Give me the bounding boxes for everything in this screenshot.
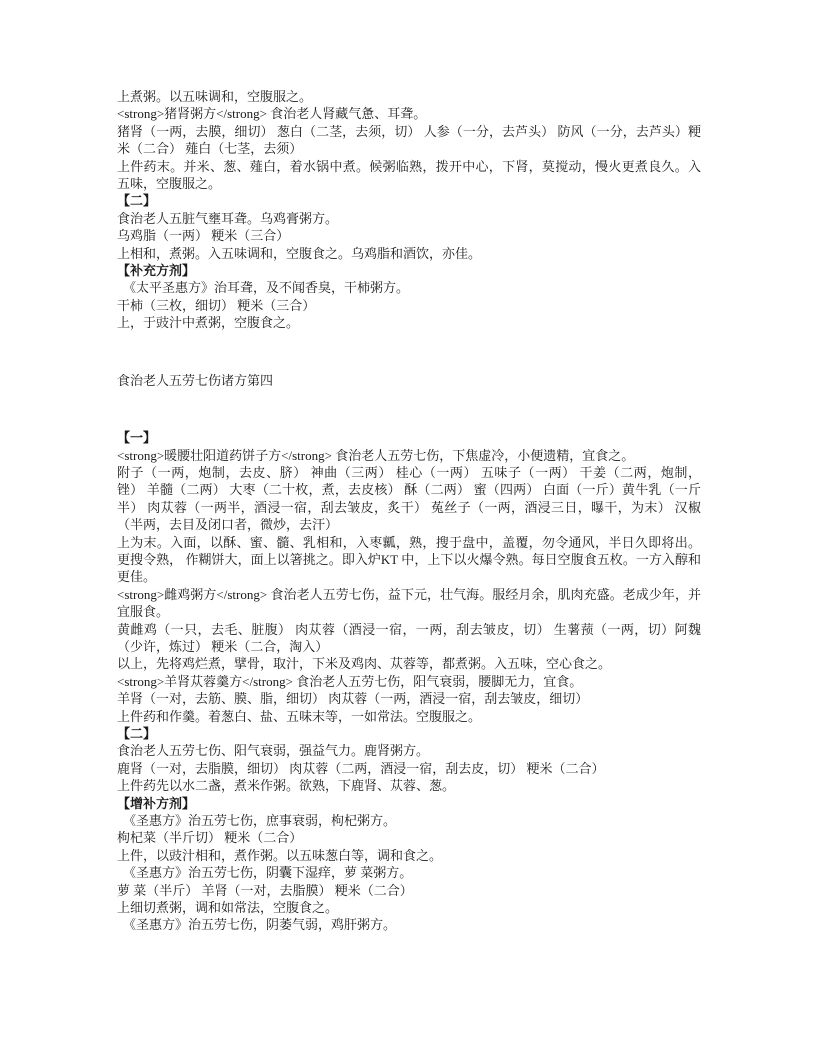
text-paragraph: 食治老人五脏气壅耳聋。乌鸡膏粥方。 — [117, 210, 339, 226]
subsection-marker: 【增补方剂】 — [117, 795, 196, 811]
section-heading: 食治老人五劳七伤诸方第四 — [117, 372, 274, 388]
vertical-spacer — [117, 332, 701, 372]
text-paragraph: 《圣惠方》治五劳七伤，庶事衰弱，枸杞粥方。 — [123, 813, 397, 829]
text-paragraph: 枸杞菜（半斤切） 粳米（二合） — [117, 830, 303, 846]
subsection-marker: 【补充方剂】 — [117, 263, 196, 279]
text-paragraph: <strong>雌鸡粥方</strong> 食治老人五劳七伤，益下元，壮气海。服经月余，肌肉充盛。老成少年，并宜服食。 — [117, 586, 701, 620]
subsection-marker: 【一】 — [117, 430, 157, 446]
text-paragraph: 猪肾（一两，去膜，细切） 葱白（二茎，去须，切） 人参（一分，去芦头） 防风（一分，去芦头）粳米（二合） 薤白（七茎，去须） — [117, 123, 701, 157]
text-paragraph: <strong>暖腰壮阳道药饼子方</strong> 食治老人五劳七伤，下焦虚冷，小便遗精，宜食之。 — [117, 447, 635, 463]
subsection-marker: 【二】 — [117, 726, 157, 741]
text-paragraph: 食治老人五劳七伤、阳气衰弱，强益气力。鹿肾粥方。 — [117, 743, 430, 759]
text-paragraph: 上件，以豉汁相和，煮作粥。以五味葱白等，调和食之。 — [117, 847, 443, 863]
text-paragraph: 上件药末。并米、葱、薤白，着水锅中煮。候粥临熟，拨开中心，下肾，莫搅动，慢火更煮良久。入五味，空腹服之。 — [117, 158, 701, 192]
text-paragraph: 乌鸡脂（一两） 粳米（三合） — [117, 228, 290, 244]
vertical-spacer — [117, 389, 701, 429]
subsection-marker: 【二】 — [117, 193, 157, 209]
text-paragraph: 干柿（三枚，细切） 粳米（三合） — [117, 297, 316, 313]
text-paragraph: 上为末。入面，以酥、蜜、髓、乳相和，入枣瓤，熟，搜于盘中，盖覆，勿令通风，半日久即将出。更搜令熟， 作糊饼大，面上以箸挑之。即入炉KT 中，上下以火爆令熟。每日空腹食五枚。一方入醇和更佳。 — [117, 534, 701, 585]
text-paragraph: 黄雌鸡（一只，去毛、脏腹） 肉苁蓉（酒浸一宿，一两，刮去皱皮，切） 生薯蓣（一两，切）阿魏（少许，炼过） 粳米（二合，淘入） — [117, 621, 701, 654]
text-paragraph: 《太平圣惠方》治耳聋，及不闻香臭，干柿粥方。 — [123, 280, 410, 296]
text-paragraph: 上件药和作羹。着葱白、盐、五味末等，一如常法。空腹服之。 — [117, 708, 482, 724]
text-paragraph: <strong>羊肾苁蓉羹方</strong> 食治老人五劳七伤，阳气衰弱，腰脚无力，宜食。 — [117, 673, 583, 689]
text-paragraph: 以上，先将鸡烂煮，擘骨，取汁，下米及鸡肉、苁蓉等，都煮粥。入五味，空心食之。 — [117, 656, 612, 672]
text-paragraph: 上，于豉汁中煮粥，空腹食之。 — [117, 315, 300, 331]
text-paragraph: <strong>猪肾粥方</strong> 食治老人肾藏气惫、耳聋。 — [117, 106, 427, 122]
text-paragraph: 上件药先以水二盏，煮米作粥。欲熟，下鹿肾、苁蓉、葱。 — [117, 778, 456, 794]
text-paragraph: 《圣惠方》治五劳七伤，阴萎气弱，鸡肝粥方。 — [123, 917, 397, 933]
text-paragraph: 上相和，煮粥。入五味调和，空腹食之。乌鸡脂和酒饮，亦佳。 — [117, 245, 482, 261]
document-text-column — [117, 88, 701, 934]
text-paragraph: 上煮粥。以五味调和，空腹服之。 — [117, 89, 313, 104]
text-paragraph: 上细切煮粥，调和如常法，空腹食之。 — [117, 900, 339, 916]
text-paragraph: 鹿肾（一对，去脂膜，细切） 肉苁蓉（二两，酒浸一宿，刮去皮，切） 粳米（二合） — [117, 760, 605, 776]
text-paragraph: 萝 菜（半斤） 羊肾（一对，去脂膜） 粳米（二合） — [117, 882, 413, 898]
text-paragraph: 《圣惠方》治五劳七伤，阴囊下湿痒，萝 菜粥方。 — [123, 865, 413, 881]
text-paragraph: 羊肾（一对，去筋、膜、脂，细切） 肉苁蓉（一两，酒浸一宿，刮去皱皮，细切） — [117, 691, 589, 707]
text-paragraph: 附子（一两，炮制，去皮、脐） 神曲（三两） 桂心（一两） 五味子（一两） 干姜（二两，炮制，锉） 羊髓（二两） 大枣（二十枚，煮，去皮核） 酥（二两） 蜜（四两） 白面（一斤）黄牛乳（一斤半） 肉苁蓉（一两半，酒浸一宿，刮去皱皮，炙干） 菟丝子（一两，酒浸三日，曝干，为末） 汉椒（半两，去目及闭口者，微炒，去汗） — [117, 464, 701, 533]
